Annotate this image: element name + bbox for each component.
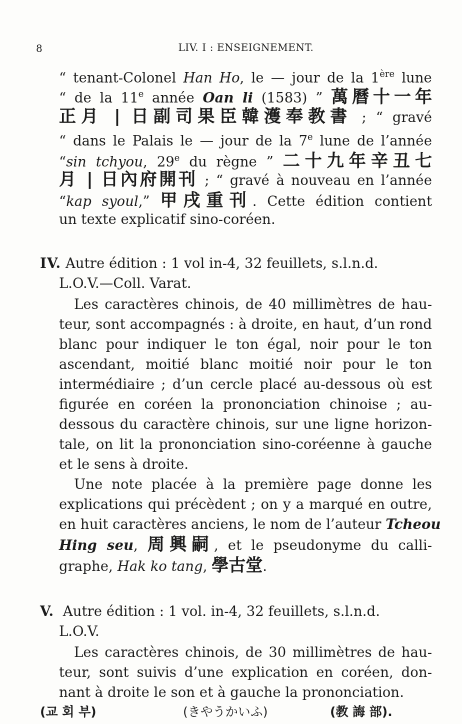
text-line: et le sens à droite. xyxy=(59,457,189,473)
text-line: Une note placée à la première page donne les xyxy=(74,477,432,493)
section-iv-heading: IV. Autre édition : 1 vol in-4, 32 feuillets, s.l.n.d. xyxy=(40,256,379,272)
text-line: Les caractères chinois, de 40 millimètres de hau- xyxy=(74,297,432,313)
text-line: teur, sont suivis d’une explication en coréen, don- xyxy=(59,665,432,681)
footer-korean: (교 회 부) xyxy=(40,704,97,719)
text-line: “ tenant-Colonel Han Ho, le — jour de la 1ère lune xyxy=(59,70,432,87)
page-number: 8 xyxy=(36,44,43,55)
text-line: blanc pour indiquer le ton égal, noir pour le ton xyxy=(59,337,432,353)
text-line: intermédiaire ; d’un cercle placé au-dessous où est xyxy=(59,377,432,393)
text-line: un texte explicatif sino-coréen. xyxy=(59,212,276,228)
text-line: ascendant, moitié blanc moitié noir pour le ton xyxy=(59,357,432,373)
text-line: teur, sont accompagnés : à droite, en haut, d’un rond xyxy=(59,317,432,333)
text-line: “ dans le Palais le — jour de la 7e lune de l’année xyxy=(59,133,432,150)
text-line: nant à droite le son et à gauche la prononciation. xyxy=(59,685,404,701)
text-line: explications qui précèdent ; on y a marqué en outre, xyxy=(59,497,432,513)
text-line: 正月 | 日副司果臣韓濩奉教書 ; “ gravé xyxy=(59,107,432,127)
section-v-heading: V. Autre édition : 1 vol. in-4, 32 feuillets, s.l.n.d. xyxy=(40,604,381,620)
section-v-location: L.O.V. xyxy=(59,624,100,640)
text-line: tale, on lit la prononciation sino-coréenne à gauche xyxy=(59,437,432,453)
footer-japanese: (きやうかいふ) xyxy=(183,704,268,719)
text-line: en huit caractères anciens, le nom de l’auteur Tcheou xyxy=(59,517,441,533)
text-line: Hing seu, 周興嗣, et le pseudonyme du calli- xyxy=(59,535,433,555)
running-title: LIV. I : ENSEIGNEMENT. xyxy=(178,43,314,54)
text-line: graphe, Hak ko tang, 學古堂. xyxy=(59,556,268,576)
text-line: dessous du caractère chinois, sur une ligne horizon- xyxy=(59,417,432,433)
text-line: figurée en coréen la prononciation chinoise ; au- xyxy=(59,397,432,413)
text-line: “kap syoul,” 甲戌重刊. Cette édition contient xyxy=(59,191,432,211)
text-line: “ de la 11e année Oan li (1583) ” 萬曆十一年 xyxy=(59,87,433,108)
text-line: Les caractères chinois, de 30 millimètres de hau- xyxy=(74,645,432,661)
text-line: “sin tchyou, 29e du règne ” 二十九年辛丑七 xyxy=(59,151,433,172)
footer-chinese: (教 誨 部). xyxy=(330,704,393,719)
section-iv-location: L.O.V.—Coll. Varat. xyxy=(59,276,192,292)
text-line: 月 | 日內府開刊 ; “ gravé à nouveau en l’année xyxy=(59,170,432,190)
